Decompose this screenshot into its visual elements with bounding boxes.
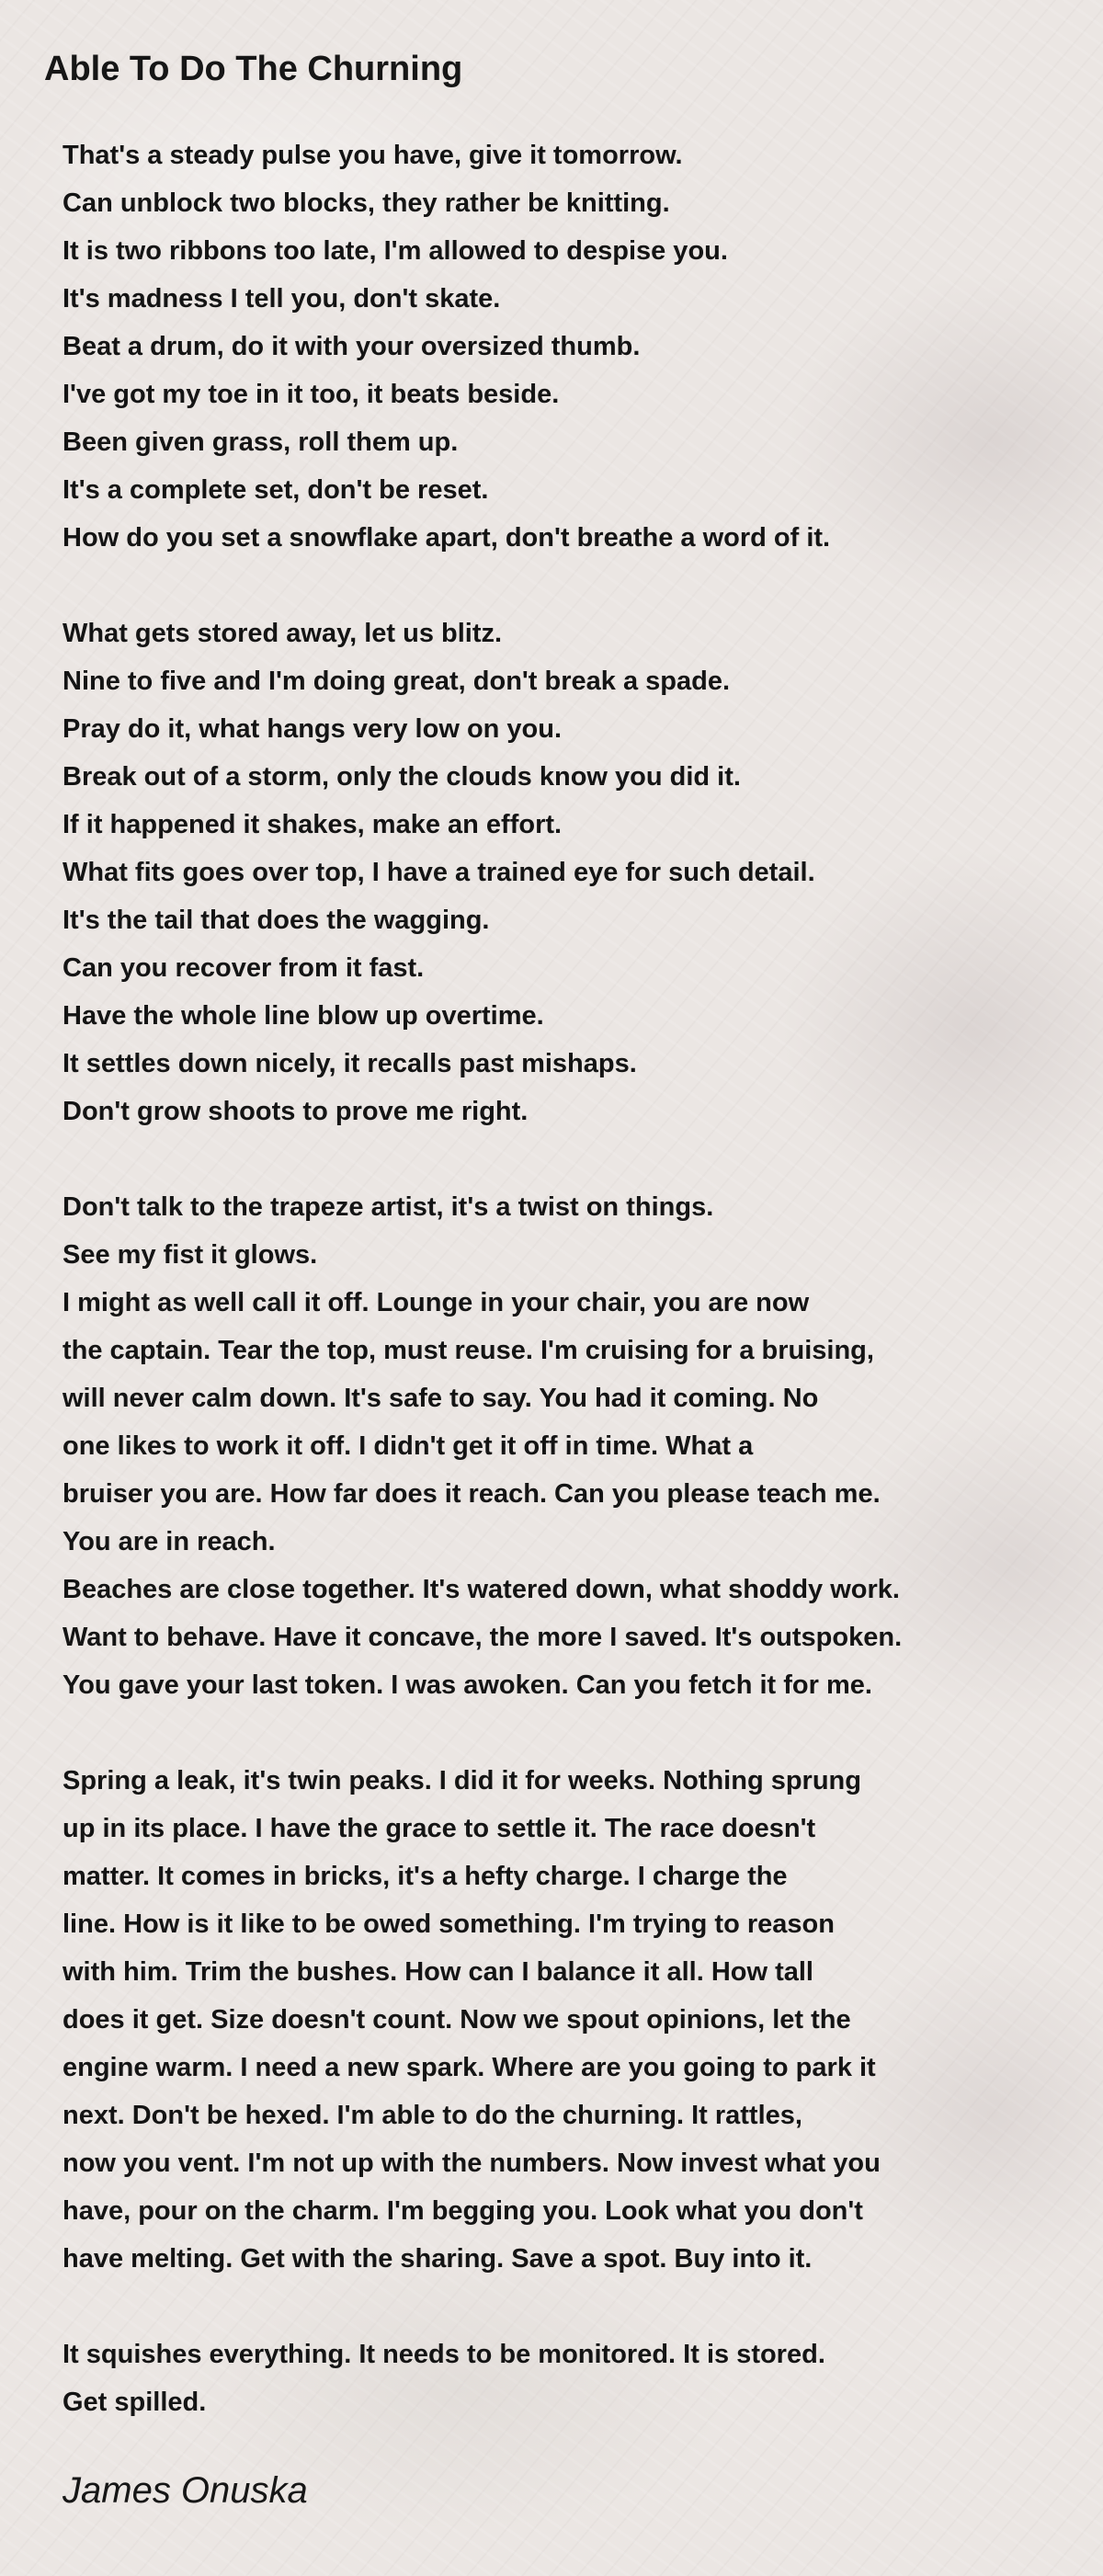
poem-line: It's madness I tell you, don't skate.	[63, 284, 501, 313]
poem-line: It's the tail that does the wagging.	[63, 906, 490, 935]
stanza-separator	[44, 1135, 1055, 1183]
stanza-5	[44, 2331, 1055, 2426]
poem-line: have melting. Get with the sharing. Save a spot. Buy into it.	[63, 2244, 813, 2274]
poem-line: You are in reach.	[63, 1527, 276, 1556]
poem-line: matter. It comes in bricks, it's a hefty charge. I charge the	[63, 1862, 788, 1891]
poem-line: Have the whole line blow up overtime.	[63, 1001, 544, 1031]
poem-line: I've got my toe in it too, it beats beside.	[63, 380, 560, 409]
poem-line: Don't grow shoots to prove me right.	[63, 1097, 529, 1126]
poem-line: have, pour on the charm. I'm begging you. Look what you don't	[63, 2196, 863, 2226]
poem-line: It squishes everything. It needs to be monitored. It is stored.	[63, 2340, 825, 2369]
poem-line: the captain. Tear the top, must reuse. I'm cruising for a bruising,	[63, 1336, 874, 1365]
poem-line: Beaches are close together. It's watered down, what shoddy work.	[63, 1575, 900, 1604]
poem-body	[44, 131, 1055, 2426]
stanza-separator	[44, 562, 1055, 610]
poem-line: What fits goes over top, I have a trained eye for such detail.	[63, 858, 815, 887]
poem-line: up in its place. I have the grace to settle it. The race doesn't	[63, 1814, 816, 1843]
poem-line: Don't talk to the trapeze artist, it's a twist on things.	[63, 1192, 714, 1222]
poem-line: bruiser you are. How far does it reach. Can you please teach me.	[63, 1479, 881, 1509]
poem-line: It is two ribbons too late, I'm allowed to despise you.	[63, 236, 728, 266]
poem-line: It settles down nicely, it recalls past mishaps.	[63, 1049, 637, 1078]
poem-line: If it happened it shakes, make an effort.	[63, 810, 563, 839]
poem-line: I might as well call it off. Lounge in your chair, you are now	[63, 1288, 810, 1317]
stanza-separator	[44, 1709, 1055, 1757]
poem-line: now you vent. I'm not up with the numbers. Now invest what you	[63, 2149, 881, 2178]
poem-line: Beat a drum, do it with your oversized thumb.	[63, 332, 641, 361]
poem-line: You gave your last token. I was awoken. Can you fetch it for me.	[63, 1670, 872, 1700]
poem-line: line. How is it like to be owed something. I'm trying to reason	[63, 1909, 835, 1939]
poem-line: Spring a leak, it's twin peaks. I did it for weeks. Nothing sprung	[63, 1766, 861, 1795]
poem-line: What gets stored away, let us blitz.	[63, 619, 503, 648]
poem-line: That's a steady pulse you have, give it tomorrow.	[63, 141, 683, 170]
poem-line: next. Don't be hexed. I'm able to do the churning. It rattles,	[63, 2101, 802, 2130]
poem-title: Able To Do The Churning	[44, 50, 463, 88]
stanza-3	[44, 1183, 1055, 1709]
poem-line: Nine to five and I'm doing great, don't break a spade.	[63, 667, 731, 696]
stanza-1	[44, 131, 1055, 562]
poem-line: Pray do it, what hangs very low on you.	[63, 714, 563, 744]
poem-line: Can you recover from it fast.	[63, 953, 425, 983]
stanza-separator	[44, 2283, 1055, 2331]
poem-line: does it get. Size doesn't count. Now we spout opinions, let the	[63, 2005, 851, 2035]
stanza-2	[44, 610, 1055, 1135]
stanza-4	[44, 1757, 1055, 2283]
poem-line: Want to behave. Have it concave, the more I saved. It's outspoken.	[63, 1623, 903, 1652]
poem-card	[44, 35, 1055, 2518]
poem-line: with him. Trim the bushes. How can I balance it all. How tall	[63, 1957, 813, 1987]
poem-line: Been given grass, roll them up.	[63, 427, 459, 457]
poem-line: How do you set a snowflake apart, don't breathe a word of it.	[63, 523, 831, 553]
poem-author: James Onuska	[63, 2470, 308, 2511]
poem-line: See my fist it glows.	[63, 1240, 318, 1270]
poem-line: Break out of a storm, only the clouds know you did it.	[63, 762, 741, 792]
poem-line: Can unblock two blocks, they rather be knitting.	[63, 188, 670, 218]
poem-line: one likes to work it off. I didn't get it off in time. What a	[63, 1431, 754, 1461]
poem-line: will never calm down. It's safe to say. You had it coming. No	[63, 1384, 819, 1413]
poem-line: It's a complete set, don't be reset.	[63, 475, 489, 505]
poem-line: Get spilled.	[63, 2388, 207, 2417]
poem-line: engine warm. I need a new spark. Where are you going to park it	[63, 2053, 876, 2082]
